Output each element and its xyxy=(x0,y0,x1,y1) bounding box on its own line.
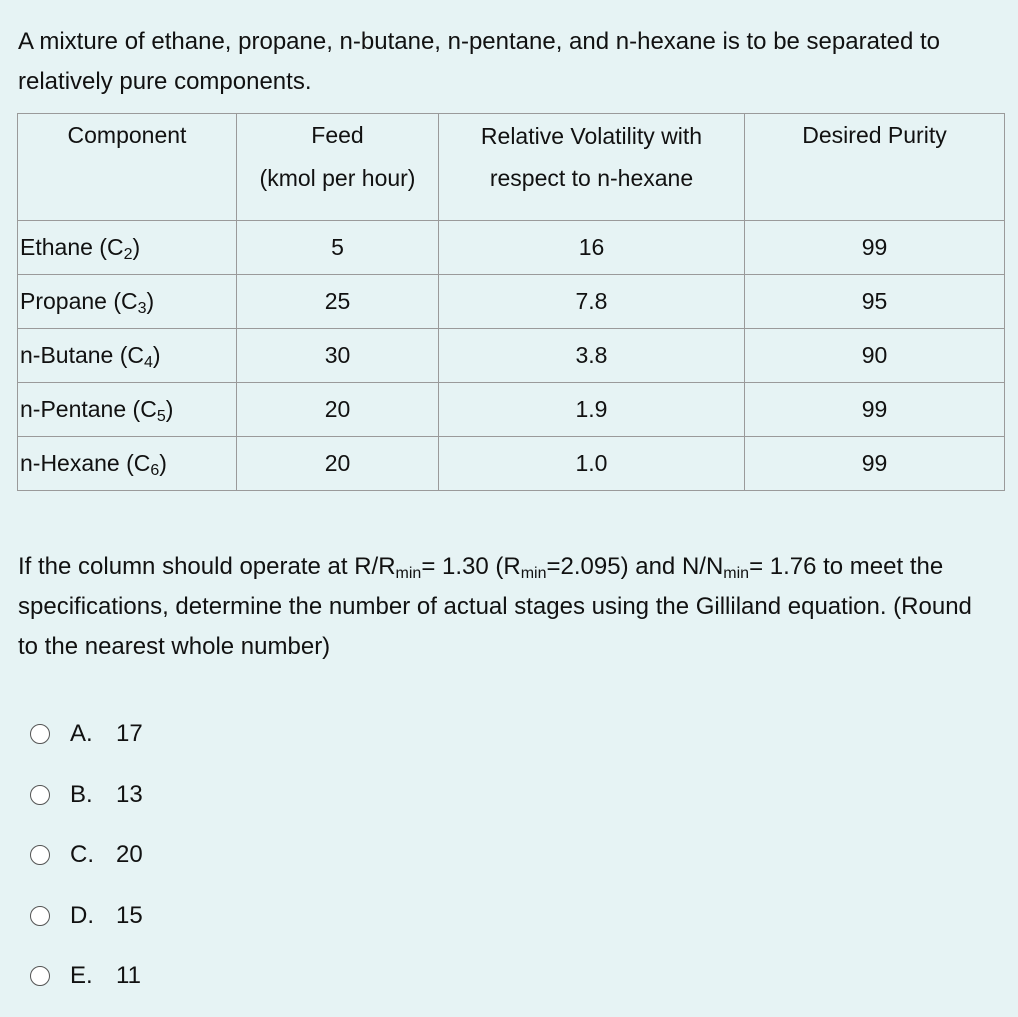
purity-value: 99 xyxy=(745,383,1005,437)
header-component: Component xyxy=(18,114,237,221)
component-name: n-Butane $(C_4)$ xyxy=(18,329,237,383)
question-text: If the column should operate at $R/R_{min}= 1.30$ $(R_{min}=2.095)$ and $N/N_{min}= 1.76$ to meet the specifications, determine the number of actual stages using the Gilliland equation. (Round to the nearest whole number) xyxy=(18,553,972,660)
radio-button[interactable] xyxy=(30,845,50,865)
choice-c[interactable] xyxy=(30,835,143,875)
purity-value: 99 xyxy=(745,221,1005,275)
choice-letter: D. xyxy=(70,901,94,929)
component-name: n-Pentane $(C_5)$ xyxy=(18,383,237,437)
volatility-value: 1.0 xyxy=(439,437,745,491)
radio-button[interactable] xyxy=(30,906,50,926)
choice-b[interactable] xyxy=(30,775,143,815)
choice-value: 20 xyxy=(116,841,143,868)
component-name: Propane $(C_3)$ xyxy=(18,275,237,329)
radio-button[interactable] xyxy=(30,785,50,805)
radio-button[interactable] xyxy=(30,966,50,986)
purity-value: 99 xyxy=(745,437,1005,491)
radio-button[interactable] xyxy=(30,724,50,744)
header-relative-volatility: Relative Volatility with respect to n-hexane xyxy=(439,114,745,221)
table-header-row xyxy=(18,114,1005,221)
choice-letter: C. xyxy=(70,841,94,868)
table-row xyxy=(18,437,1005,491)
volatility-value: 3.8 xyxy=(439,329,745,383)
table-row xyxy=(18,383,1005,437)
choice-value: 17 xyxy=(116,720,143,747)
volatility-value: 7.8 xyxy=(439,275,745,329)
volatility-value: 16 xyxy=(439,221,745,275)
answer-choices xyxy=(30,714,143,1017)
component-name: Ethane $(C_2)$ xyxy=(18,221,237,275)
component-table xyxy=(17,113,1005,491)
choice-value: 13 xyxy=(116,780,143,808)
purity-value: 95 xyxy=(745,275,1005,329)
choice-letter: A. xyxy=(70,720,93,747)
header-feed: Feed (kmol per hour) xyxy=(237,114,439,221)
purity-value: 90 xyxy=(745,329,1005,383)
feed-value: 30 xyxy=(237,329,439,383)
choice-e[interactable] xyxy=(30,956,143,996)
feed-value: 20 xyxy=(237,383,439,437)
choice-a[interactable] xyxy=(30,714,143,754)
feed-value: 25 xyxy=(237,275,439,329)
volatility-value: 1.9 xyxy=(439,383,745,437)
choice-letter: E. xyxy=(70,962,93,989)
choice-d[interactable] xyxy=(30,896,143,936)
feed-value: 5 xyxy=(237,221,439,275)
component-name: n-Hexane $(C_6)$ xyxy=(18,437,237,491)
table-row xyxy=(18,329,1005,383)
choice-letter: B. xyxy=(70,780,93,808)
problem-intro: A mixture of ethane, propane, n-butane, n-pentane, and n-hexane is to be separated to relatively pure components. xyxy=(18,28,940,95)
header-desired-purity: Desired Purity xyxy=(745,114,1005,221)
table-row xyxy=(18,221,1005,275)
choice-value: 15 xyxy=(116,901,143,929)
feed-value: 20 xyxy=(237,437,439,491)
table-row xyxy=(18,275,1005,329)
choice-value: 11 xyxy=(116,962,141,989)
